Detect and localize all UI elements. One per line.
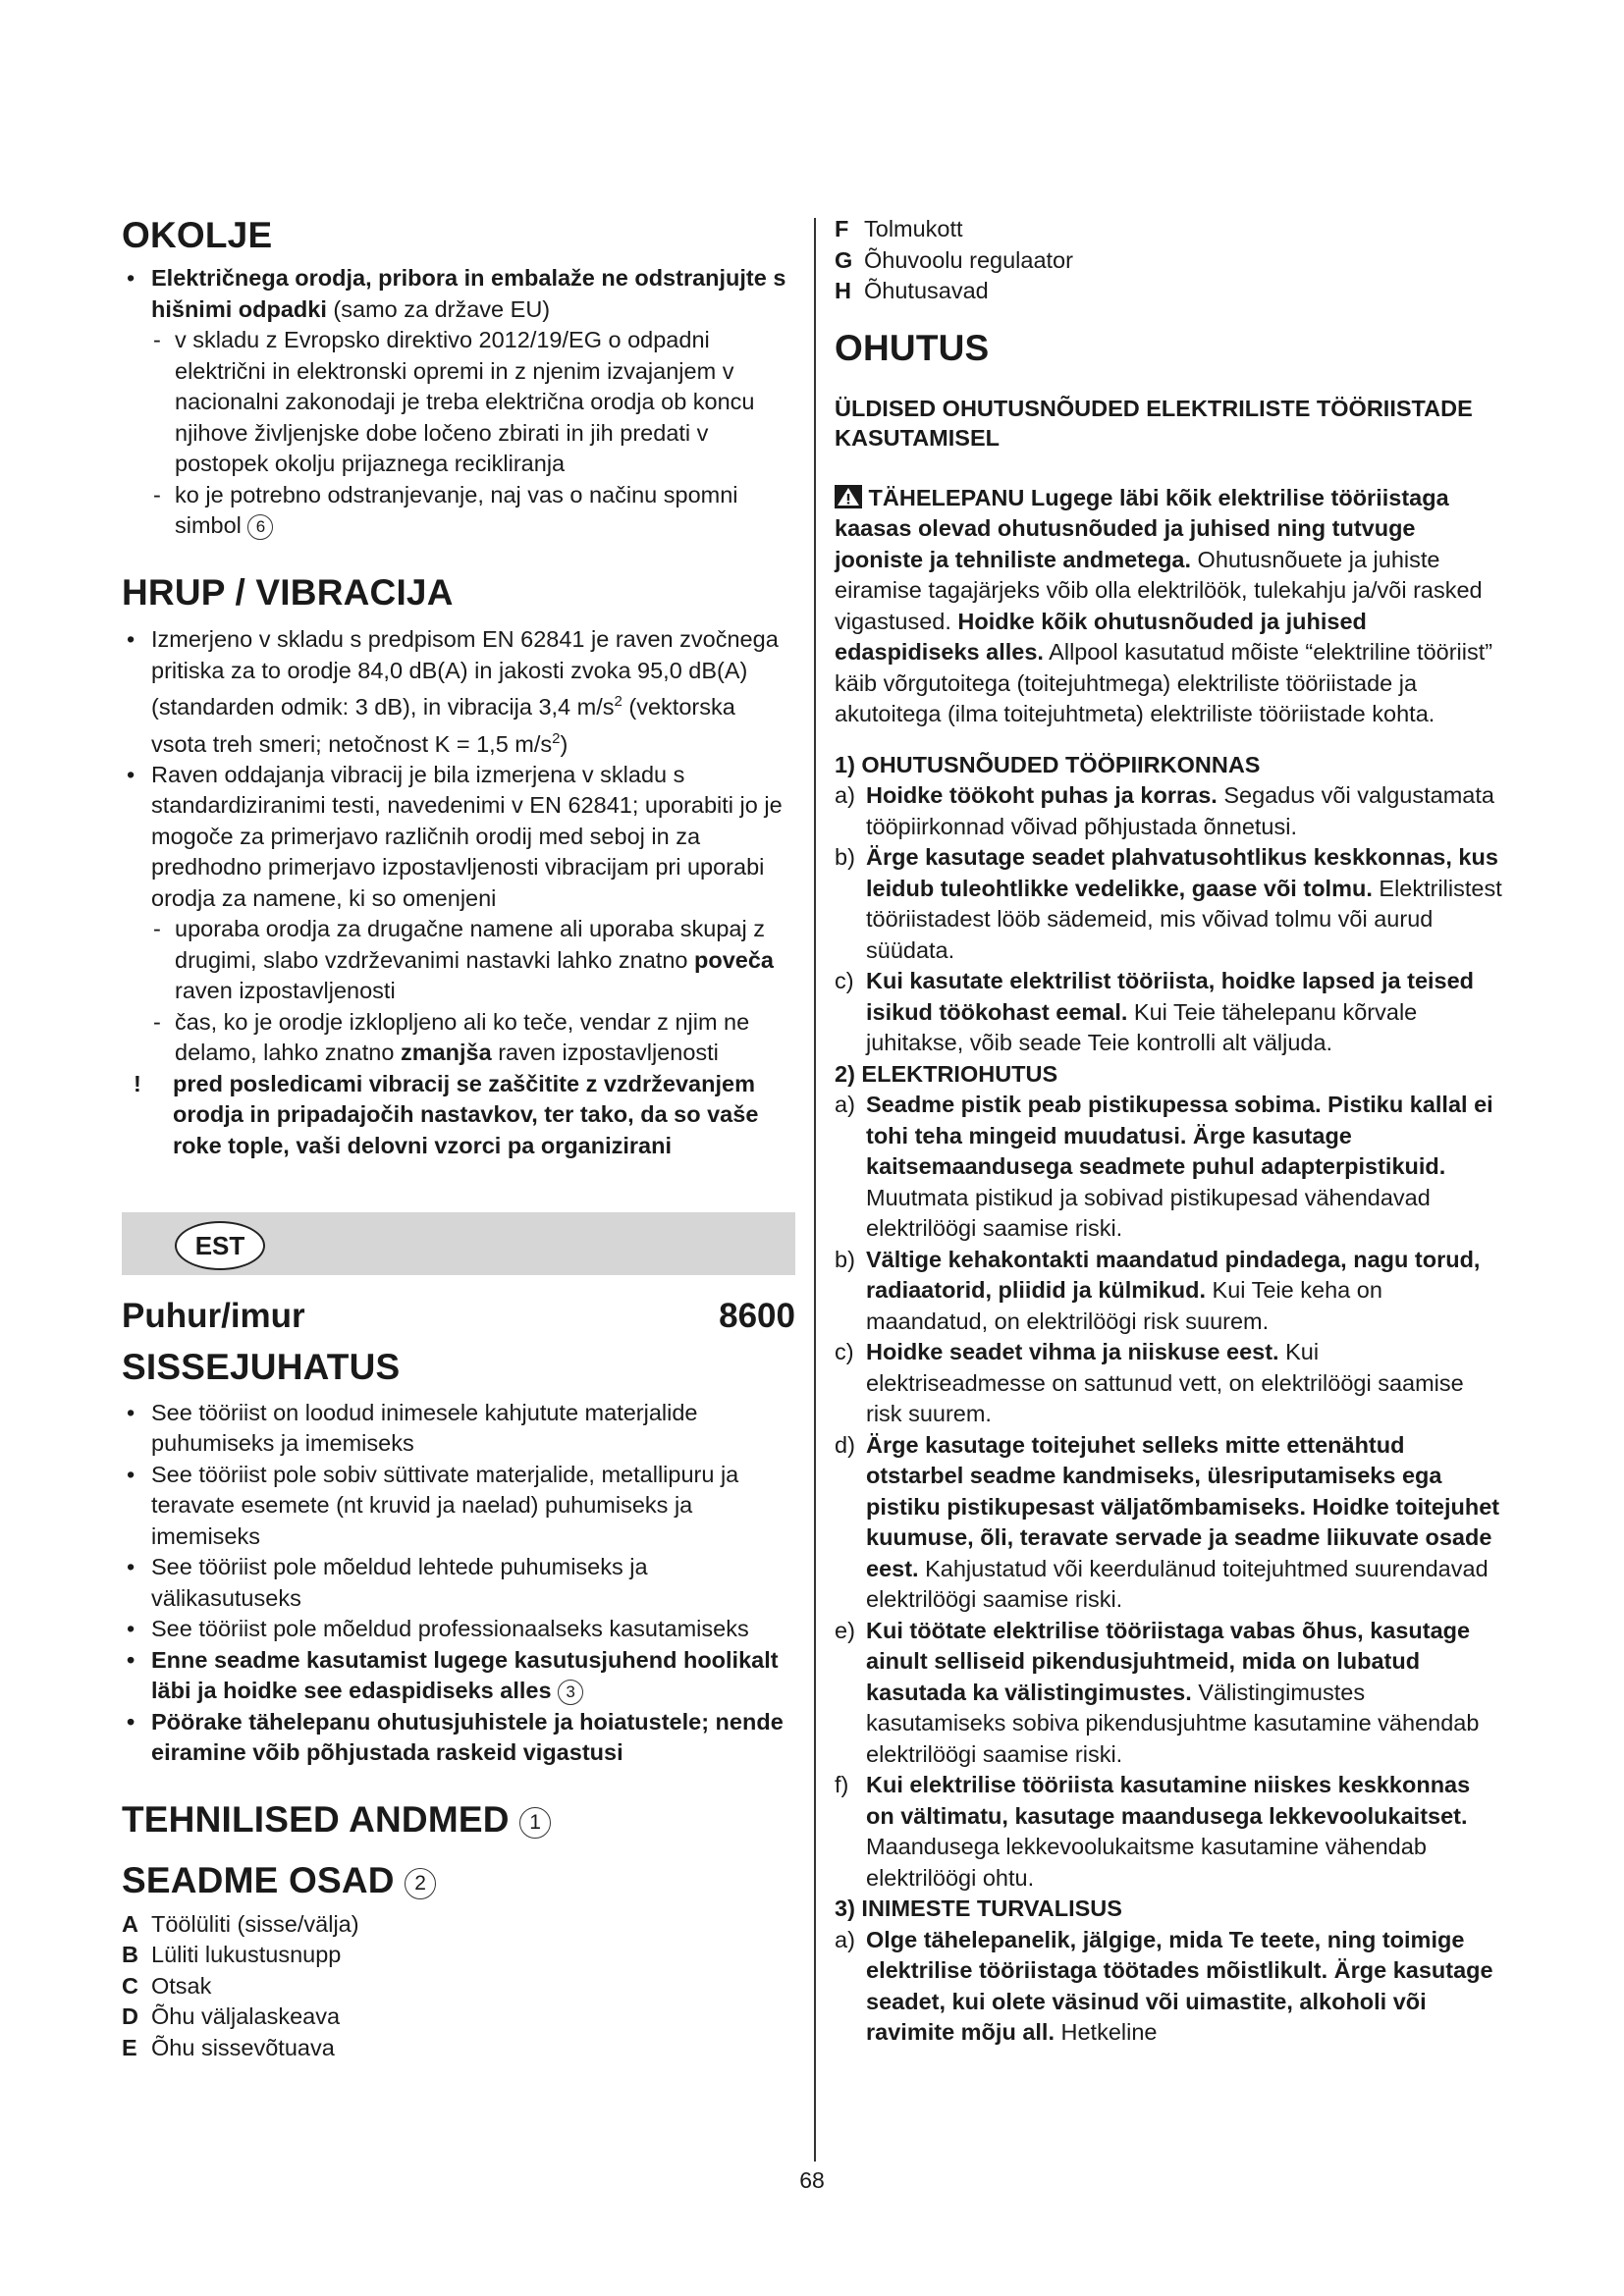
intro-bullet-6: • Pöörake tähelepanu ohutusjuhistele ja hoiatustele; nende eiramine võib põhjustada raskeid vigastusi: [122, 1707, 795, 1769]
s3-item-a: [835, 1925, 1502, 2049]
item-text: Maandusega lekkevoolukaitsme kasutamine vähendab elektrilöögi ohtu.: [866, 1834, 1427, 1891]
ohutus-heading: OHUTUS: [835, 327, 990, 368]
s2-item-c: [835, 1337, 1502, 1430]
intro-bullet-2: • See tööriist pole sobiv süttivate materjalide, metallipuru ja teravate esemete (nt kruvid ja naelad) puhumiseks ja imemiseks: [122, 1460, 795, 1553]
sissejuhatus-heading: SISSEJUHATUS: [122, 1347, 401, 1388]
general-safety-heading: ÜLDISED OHUTUSNÕUDED ELEKTRILISTE TÖÖRIISTADE KASUTAMISEL: [835, 395, 1473, 452]
circle-3-icon: 3: [558, 1680, 583, 1705]
part-label: Tolmukott: [864, 216, 963, 241]
page-number: 68: [799, 2167, 825, 2193]
part-key: A: [122, 1910, 138, 1937]
est-language-badge: EST: [175, 1221, 265, 1270]
s2-item-d: [835, 1430, 1502, 1616]
item-bold: Hoidke töökoht puhas ja korras.: [866, 782, 1218, 809]
part-c: [122, 1971, 795, 2002]
s1-item-b: [835, 842, 1502, 966]
part-key: D: [122, 2003, 138, 2030]
hrup-b1-sup2: 2: [552, 729, 561, 747]
hrup-b1-c: ): [560, 730, 568, 757]
circle-6-icon: 6: [247, 514, 273, 540]
parts-list-left: [122, 1909, 795, 2064]
item-text: Elektrilistest tööriistadest lööb sädemeid, mis võivad tolmu või aurud süüdata.: [866, 875, 1502, 963]
okolje-heading: OKOLJE: [122, 215, 273, 255]
parts-list-right: [835, 214, 1502, 307]
okolje-dash-1: - v skladu z Evropsko direktivo 2012/19/EG o odpadni električni in elektronski opremi in z njenim izvajanjem v nacionalni zakonodaji je treba električna orodja ob koncu njihove življenjske dobe ločeno zbirati in jih predati v postopek okolju prijaznega recikliranja: [122, 325, 795, 480]
s2-item-f: [835, 1770, 1502, 1894]
part-label: Õhuvoolu regulaator: [864, 246, 1073, 273]
item-text: Hetkeline: [1054, 2019, 1158, 2046]
warning-paragraph: [835, 483, 1502, 730]
part-d: [122, 2002, 795, 2033]
okolje-bullet-rest: (samo za države EU): [326, 295, 551, 322]
product-code: 8600: [719, 1297, 795, 1336]
section-1-heading: 1) OHUTUSNÕUDED TÖÖPIIRKONNAS: [835, 751, 1261, 777]
part-a: [122, 1909, 795, 1941]
item-text: Kui elektriseadmesse on sattunud vett, on elektrilöögi saamise risk suurem.: [866, 1339, 1464, 1427]
part-key: E: [122, 2034, 137, 2060]
hrup-bullet-1: [122, 624, 795, 760]
item-marker: e): [835, 1617, 855, 1643]
item-marker: b): [835, 1246, 855, 1272]
item-text: Segadus või valgustamata tööpiirkonnad võivad põhjustada õnnetusi.: [866, 782, 1494, 839]
item-text: Kahjustatud või keerdulänud toitejuhtmed suurendavad elektrilöögi saamise riski.: [866, 1555, 1489, 1613]
column-divider: [814, 218, 816, 2162]
language-bar: [122, 1212, 795, 1275]
part-h: [835, 276, 1502, 307]
part-key: H: [835, 278, 851, 303]
item-bold: Kui kasutate elektrilist tööriista, hoidke lapsed ja teised isikud töökohast eemal.: [866, 968, 1475, 1025]
intro-bullet-4: • See tööriist pole mõeldud professionaalseks kasutamiseks: [122, 1614, 795, 1645]
item-bold: Kui elektrilise tööriista kasutamine niiskes keskkonnas on vältimatu, kasutage maandusega lekkevoolukaitset.: [866, 1772, 1471, 1829]
part-e: [122, 2033, 795, 2064]
warning-bold-2: Hoidke kõik ohutusnõuded ja juhised edaspidiseks alles.: [835, 608, 1367, 666]
section-2-heading: 2) ELEKTRIOHUTUS: [835, 1060, 1058, 1087]
part-key: B: [122, 1942, 138, 1968]
s2-item-e: [835, 1616, 1502, 1771]
okolje-bullet: [122, 263, 795, 325]
item-marker: d): [835, 1431, 855, 1458]
item-bold: Kui töötate elektrilise tööriistaga vabas õhus, kasutage ainult selliseid pikendusjuhtmeid, mida on lubatud kasutada ka välistingimustes.: [866, 1617, 1471, 1705]
item-marker: a): [835, 782, 855, 809]
hrup-heading: HRUP / VIBRACIJA: [122, 571, 454, 613]
hrup-d1-a: uporaba orodja za drugačne namene ali uporaba skupaj z drugimi, slabo vzdrževanimi nastavki lahko znatno: [175, 916, 765, 973]
product-name: Puhur/imur: [122, 1297, 305, 1336]
circle-2-icon: 2: [405, 1868, 436, 1899]
hrup-dash-2: [122, 1007, 795, 1069]
intro-bullet-5: [122, 1645, 795, 1707]
hrup-b1-a: Izmerjeno v skladu s predpisom EN 62841 je raven zvočnega pritiska za to orodje 84,0 dB(A) in jakosti zvoka 95,0 dB(A) (standarden odmik: 3 dB), in vibracija 3,4 m/s: [151, 626, 779, 721]
hrup-exclamation-text: pred posledicami vibracij se zaščitite z vzdrževanjem orodja in pripadajočih nastavkov, ter tako, da so vaše roke tople, vaši delovni vzorci pa organizirani: [173, 1070, 759, 1158]
okolje-dash-2: [122, 480, 795, 542]
s1-item-a: [835, 780, 1502, 842]
intro-bullet-5-text: Enne seadme kasutamist lugege kasutusjuhend hoolikalt läbi ja hoidke see edaspidiseks alles: [151, 1646, 779, 1704]
s1-item-c: [835, 966, 1502, 1059]
item-marker: b): [835, 844, 855, 871]
part-label: Lüliti lukustusnupp: [151, 1942, 342, 1968]
part-key: F: [835, 216, 849, 241]
hrup-bullet-2: • Raven oddajanja vibracij je bila izmerjena v skladu s standardiziranimi testi, navedenimi v EN 62841; uporabiti jo je mogoče za primerjavo različnih orodij med seboj in za predhodno primerjavo izpostavljenosti vibracijam pri uporabi orodja za namene, ki so omenjeni: [122, 760, 795, 915]
part-label: Õhutusavad: [864, 278, 989, 303]
item-marker: c): [835, 968, 854, 994]
hrup-d2-a: čas, ko je orodje izklopljeno ali ko teče, vendar z njim ne delamo, lahko znatno: [175, 1008, 750, 1066]
hrup-d1-bold: poveča: [694, 946, 775, 973]
section-3-heading: 3) INIMESTE TURVALISUS: [835, 1896, 1122, 1922]
part-label: Õhu sissevõtuava: [151, 2034, 335, 2060]
warning-text-1: Ohutusnõuete ja juhiste eiramise tagajärjeks võib olla elektrilöök, tulekahju ja/või rasked vigastused.: [835, 546, 1483, 634]
exclamation-icon: !: [134, 1070, 141, 1096]
intro-bullet-3: • See tööriist pole mõeldud lehtede puhumiseks ja välikasutuseks: [122, 1552, 795, 1614]
item-text: Kui Teie tähelepanu kõrvale juhitakse, võib seade Teie kontrolli alt väljuda.: [866, 998, 1418, 1056]
warning-triangle-icon: [835, 485, 862, 508]
part-label: Töölüliti (sisse/välja): [151, 1910, 359, 1937]
intro-bullet-1: • See tööriist on loodud inimesele kahjutute materjalide puhumiseks ja imemiseks: [122, 1398, 795, 1460]
left-column: [122, 214, 795, 2063]
part-f: [835, 214, 1502, 245]
tehnilised-heading: [122, 1798, 795, 1842]
hrup-b1-sup1: 2: [614, 693, 623, 711]
okolje-dash-2-text: ko je potrebno odstranjevanje, naj vas o načinu spomni simbol: [175, 481, 738, 539]
circle-1-icon: 1: [519, 1807, 551, 1839]
item-bold: Ärge kasutage seadet plahvatusohtlikus keskkonnas, kus leidub tuleohtlikke vedelikke, gaase või tolmu.: [866, 844, 1498, 901]
hrup-d2-bold: zmanjša: [400, 1040, 492, 1066]
part-g: [835, 245, 1502, 277]
product-title: [122, 1297, 795, 1336]
item-text: Kui Teie keha on maandatud, on elektrilöögi risk suurem.: [866, 1277, 1382, 1334]
hrup-exclamation: [122, 1069, 795, 1162]
tehnilised-title: TEHNILISED ANDMED: [122, 1798, 510, 1840]
s2-item-b: [835, 1245, 1502, 1338]
right-column: [835, 214, 1502, 2049]
warning-bold: TÄHELEPANU Lugege läbi kõik elektrilise tööriistaga kaasas olevad ohutusnõuded ja juhised ning tutvuge jooniste ja tehniliste andmetega.: [835, 484, 1449, 572]
item-bold: Seadme pistik peab pistikupessa sobima. Pistiku kallal ei tohi teha mingeid muudatusi. Ärge kasutage kaitsemaandusega seadmete puhul adapterpistikuid.: [866, 1092, 1493, 1180]
item-marker: f): [835, 1772, 849, 1798]
part-key: C: [122, 1972, 138, 1999]
s2-item-a: [835, 1090, 1502, 1245]
hrup-dash-1: [122, 914, 795, 1007]
part-key: G: [835, 246, 853, 273]
item-bold: Vältige kehakontakti maandatud pindadega, nagu torud, radiaatorid, pliidid ja külmikud.: [866, 1246, 1481, 1304]
warning-text-2: Allpool kasutatud mõiste “elektriline tööriist” käib võrgutoitega (toitejuhtmega) elektriliste tööriistade ja akutoitega (ilma toitejuhtmeta) elektriliste tööriistade kohta.: [835, 639, 1493, 727]
item-marker: a): [835, 1926, 855, 1952]
item-text: Välistingimustes kasutamiseks sobiva pikendusjuhtme kasutamine vähendab elektrilöögi saamise riski.: [866, 1679, 1480, 1767]
hrup-d2-b: raven izpostavljenosti: [491, 1040, 719, 1066]
item-bold: Olge tähelepanelik, jälgige, mida Te teete, ning toimige elektrilise tööriistaga töötades mõistlikult. Ärge kasutage seadet, kui olete väsinud või uimastite, alkoholi või ravimite mõju all.: [866, 1926, 1493, 2046]
part-b: [122, 1940, 795, 1971]
part-label: Õhu väljalaskeava: [151, 2003, 341, 2030]
hrup-d1-b: raven izpostavljenosti: [175, 978, 396, 1004]
item-text: Muutmata pistikud ja sobivad pistikupesad vähendavad elektrilöögi saamise riski.: [866, 1184, 1431, 1242]
item-bold: Ärge kasutage toitejuhet selleks mitte ettenähtud otstarbel seadme kandmiseks, ülesriputamiseks ega pistiku pistikupesast väljatõmbamiseks. Hoidke toitejuhet kuumuse, õli, teravate servade ja seadme liikuvate osade eest.: [866, 1431, 1500, 1581]
item-marker: a): [835, 1092, 855, 1118]
item-marker: c): [835, 1339, 854, 1365]
seadme-heading: [122, 1859, 795, 1902]
seadme-title: SEADME OSAD: [122, 1860, 395, 1901]
item-bold: Hoidke seadet vihma ja niiskuse eest.: [866, 1339, 1279, 1365]
part-label: Otsak: [151, 1972, 212, 1999]
okolje-bullet-bold: Električnega orodja, pribora in embalaže ne odstranjujte s hišnimi odpadki: [151, 265, 786, 322]
hrup-b1-b: (vektorska vsota treh smeri; netočnost K = 1,5 m/s: [151, 694, 735, 757]
